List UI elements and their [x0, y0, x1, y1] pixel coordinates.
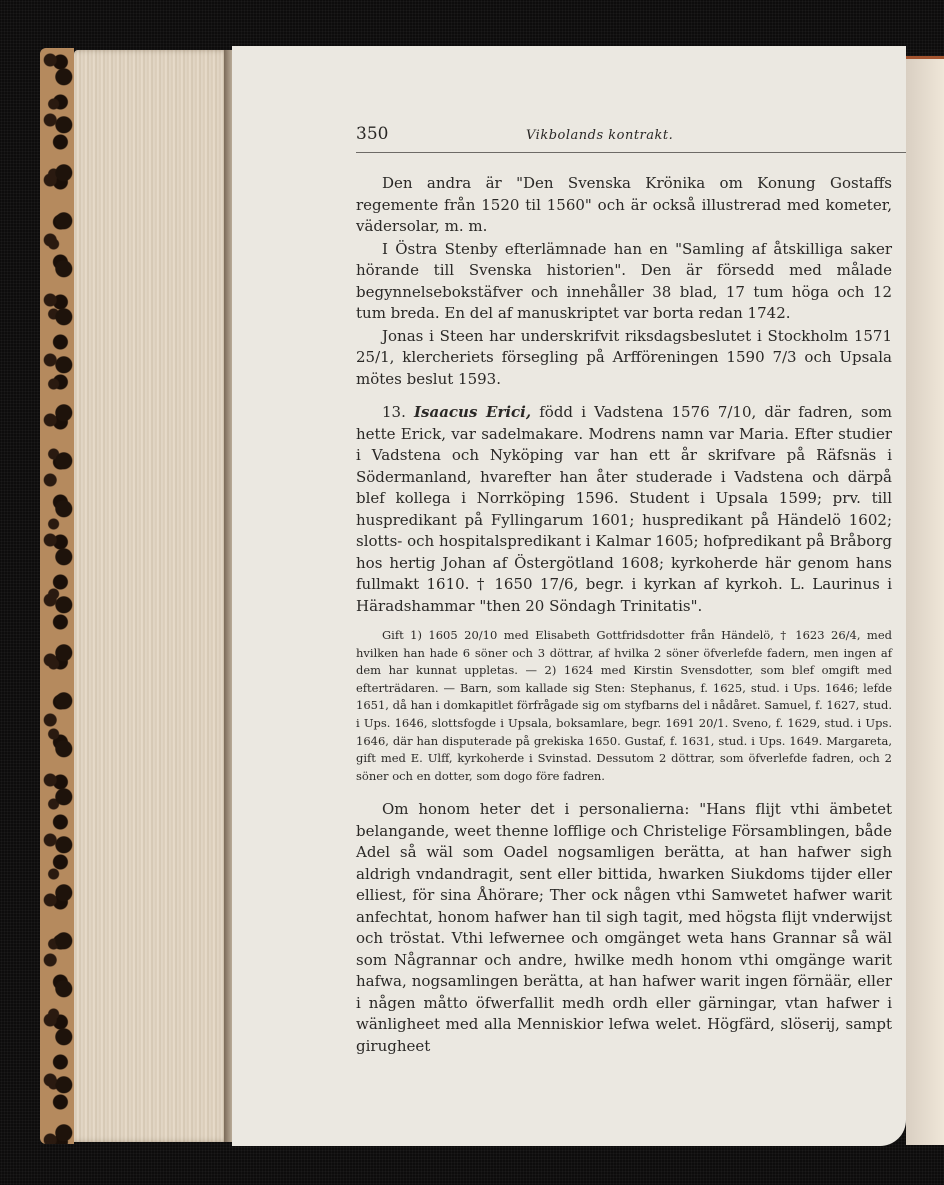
entry-number: 13. [382, 403, 406, 421]
book-gutter [224, 50, 232, 1142]
footnote-block [356, 627, 892, 785]
entry-biography: född i Vadstena 1576 7/10, där fadren, som hette Erick, var sadelmakare. Modrens namn var Maria. Efter studier i Vadstena och Nyköping var han ett år skrifvare på Räfsnäs i Södermanland, hvarefter han åter studerade i Vadstena och därpå blef kollega i Norrköping 1596. Student i Upsala 1599; prv. till huspredikant på Fyllingarum 1601; huspredikant på Händelö 1602; slotts- och hospitalspredikant i Kalmar 1605; hofpredikant på Bråborg hos hertig Johan af Östergötland 1608; kyrkoherde här genom hans fullmakt 1610. † 1650 17/6, begr. i kyrkan af kyrkoh. L. Laurinus i Häradshammar "then 20 Söndagh Trinitatis". [356, 403, 893, 615]
running-head [356, 124, 906, 153]
entry-isaacus-erici [356, 402, 892, 617]
facing-page-edge [906, 56, 944, 1145]
page-content [356, 124, 892, 1057]
running-title: Vikbolands kontrakt. [526, 128, 674, 143]
note-family: Gift 1) 1605 20/10 med Elisabeth Gottfridsdotter från Händelö, † 1623 26/4, med hvilken han hade 6 söner och 3 döttrar, af hvilka 2 söner öfverlefde fadern, men ingen af dem har kunnat uppletas. — 2) 1624 med Kirstin Svensdotter, som blef omgift med efterträdaren. — Barn, som kallade sig Sten: Stephanus, f. 1625, stud. i Ups. 1646; lefde 1651, då han i domkapitlet förfrågade sig om styfbarns del i nådåret. Samuel, f. 1627, stud. i Ups. 1646, slottsfogde i Upsala, boksamlare, begr. 1691 20/1. Sveno, f. 1629, stud. i Ups. 1646, där han disputerade på grekiska 1650. Gustaf, f. 1631, stud. i Ups. 1649. Margareta, gift med E. Ulff, kyrkoherde i Svinstad. Dessutom 2 döttrar, som öfverlefde fadren, och 2 söner och en dotter, som dogo före fadren. [356, 628, 892, 783]
paragraph-jonas: Jonas i Steen har underskrifvit riksdagsbeslutet i Stockholm 1571 25/1, klercheriets försegling på Arfföreningen 1590 7/3 och Upsala mötes beslut 1593. [356, 326, 892, 388]
page-number: 350 [356, 124, 389, 144]
paragraph-chronicle: Den andra är "Den Svenska Krönika om Konung Gostaffs regemente från 1520 til 1560" och är också illustrerad med kometer, vädersolar, m. m. [356, 174, 892, 235]
body-text [356, 173, 892, 617]
entry-name: Isaacus Erici, [414, 403, 532, 421]
body-text-continued [356, 799, 892, 1057]
paragraph-samling: I Östra Stenby efterlämnade han en "Samling af åtskilliga saker hörande till Svenska historien". Den är försedd med målade begynnelsebokstäfver och innehåller 38 blad, 17 tum höga och 12 tum breda. En del af manuskriptet var borta redan 1742. [356, 239, 892, 322]
page-stack-edge [74, 50, 230, 1142]
paragraph-personalia: Om honom heter det i personalierna: "Hans flijt vthi ämbetet belangande, weet thenne lofflige och Christelige Församblingen, både Adel så wäl som Oadel nogsamligen berätta, at han hafwer sigh aldrigh vndandragit, sent eller bittida, hwarken Siukdoms tijder eller elliest, för sina Åhörare; Ther ock någen vthi Samwetet hafwer warit anfechtat, honom hafwer han til sigh tagit, med högsta flijt vnderwijst och tröstat. Vthi lefwernee och omgänget weta hans Grannar så wäl som Någrannar och andre, hwilke medh honom vthi omgänge warit hafwa, nogsamlingen berätta, at han hafwer warit ingen förnäär, eller i någen måtto öfwerfallit medh ordh eller gärningar, vtan hafwer i wänligheet med alla Menniskior lefwa welet. Högfärd, slöserij, sampt girugheet [356, 800, 892, 1055]
marbled-cover-edge [40, 48, 74, 1144]
